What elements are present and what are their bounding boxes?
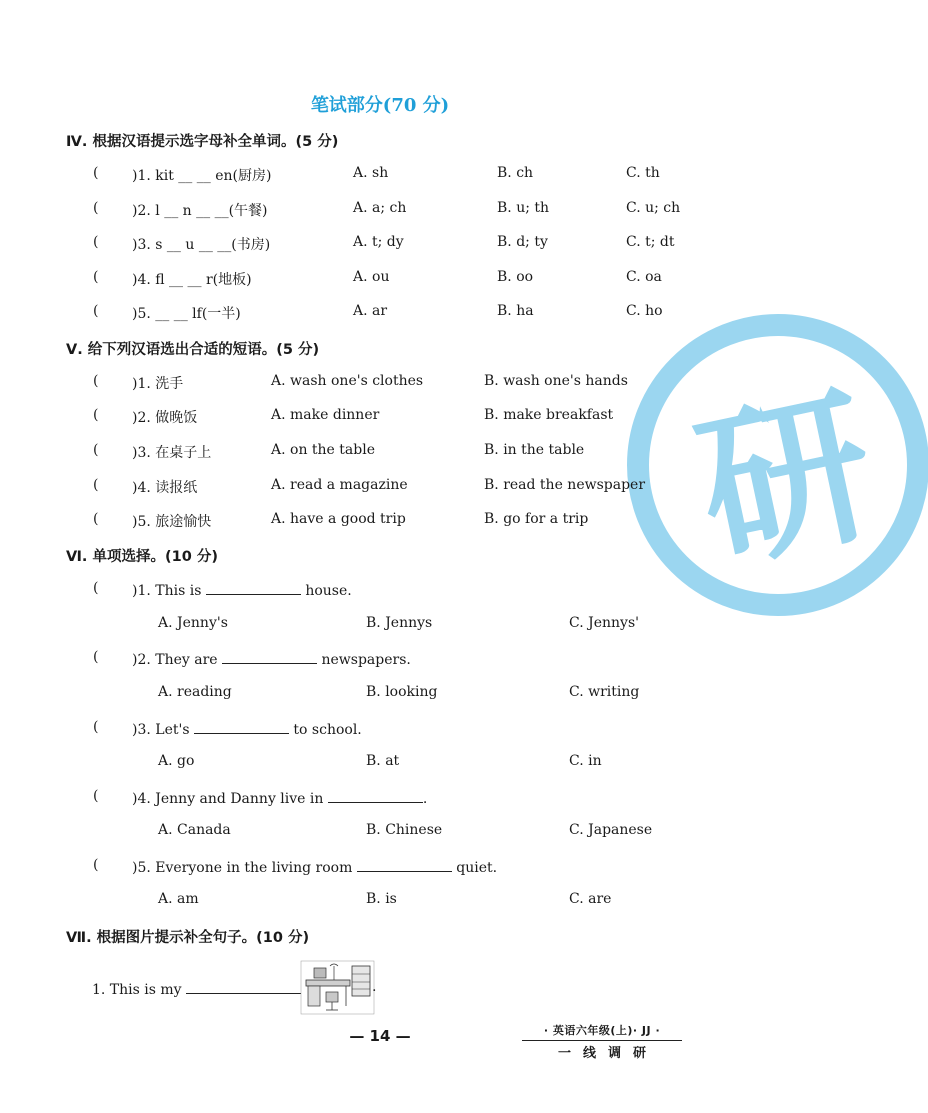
question-text: )5. __ __ lf(一半) xyxy=(132,306,241,322)
option-a: A. a; ch xyxy=(353,200,407,216)
option-c: C. Jennys' xyxy=(569,615,639,631)
answer-blank[interactable] xyxy=(186,979,311,994)
option-a: A. read a magazine xyxy=(271,477,408,493)
option-b: B. at xyxy=(366,753,400,769)
answer-paren[interactable]: ( xyxy=(93,303,99,319)
question-text: )3. 在桌子上 xyxy=(132,445,212,461)
option-b: B. Jennys xyxy=(366,615,433,631)
option-a: A. ar xyxy=(353,303,388,319)
option-c: C. writing xyxy=(569,684,640,700)
answer-blank[interactable] xyxy=(194,719,289,734)
question-post: quiet. xyxy=(456,860,498,876)
question-text: )2. l __ n __ __(午餐) xyxy=(132,203,268,219)
answer-paren[interactable]: ( xyxy=(93,719,99,735)
section-7-heading: Ⅶ. 根据图片提示补全句子。(10 分) xyxy=(66,930,310,946)
option-c: C. are xyxy=(569,891,612,907)
answer-paren[interactable]: ( xyxy=(93,165,99,181)
question-pre: )2. They are xyxy=(132,652,218,668)
series-name: 一线调研 xyxy=(557,1046,658,1061)
option-a: A. reading xyxy=(158,684,232,700)
option-a: A. Jenny's xyxy=(158,615,228,631)
question-text xyxy=(132,649,411,668)
option-a: A. on the table xyxy=(271,442,375,458)
option-b: B. is xyxy=(366,891,397,907)
option-a: A. make dinner xyxy=(271,407,380,423)
option-c: C. ho xyxy=(626,303,663,319)
page-number: — 14 — xyxy=(349,1027,411,1045)
answer-blank[interactable] xyxy=(206,580,301,595)
option-a: A. wash one's clothes xyxy=(271,373,424,389)
question-text: )4. 读报纸 xyxy=(132,480,198,496)
option-b: B. ch xyxy=(497,165,534,181)
question-post: newspapers. xyxy=(321,652,411,668)
answer-paren[interactable]: ( xyxy=(93,373,99,389)
option-a: A. t; dy xyxy=(353,234,404,250)
option-b: B. read the newspaper xyxy=(484,477,646,493)
answer-paren[interactable]: ( xyxy=(93,477,99,493)
option-a: A. am xyxy=(158,891,199,907)
study-room-picture xyxy=(300,960,375,1015)
question-post: . xyxy=(422,791,428,807)
option-b: B. in the table xyxy=(484,442,585,458)
stamp-watermark xyxy=(628,305,928,635)
option-b: B. wash one's hands xyxy=(484,373,628,389)
option-b: B. looking xyxy=(366,684,438,700)
question-pre: )4. Jenny and Danny live in xyxy=(132,791,324,807)
option-b: B. ha xyxy=(497,303,534,319)
question-pre: )1. This is xyxy=(132,583,202,599)
question-text: )5. 旅途愉快 xyxy=(132,514,212,530)
answer-paren[interactable]: ( xyxy=(93,200,99,216)
answer-paren[interactable]: ( xyxy=(93,234,99,250)
option-c: C. in xyxy=(569,753,602,769)
option-c: C. u; ch xyxy=(626,200,681,216)
stamp-char: 研 xyxy=(682,366,891,596)
book-title: · 英语六年级(上)· JJ · xyxy=(543,1024,661,1037)
option-b: B. u; th xyxy=(497,200,550,216)
answer-paren[interactable]: ( xyxy=(93,580,99,596)
answer-blank[interactable] xyxy=(357,857,452,872)
option-b: B. d; ty xyxy=(497,234,548,250)
question-text: )2. 做晚饭 xyxy=(132,410,198,426)
answer-paren[interactable]: ( xyxy=(93,269,99,285)
question-text: )1. kit __ __ en(厨房) xyxy=(132,168,272,184)
answer-paren[interactable]: ( xyxy=(93,649,99,665)
page-title: 笔试部分(70 分) xyxy=(310,95,450,116)
section-7-question-1 xyxy=(92,979,311,998)
answer-paren[interactable]: ( xyxy=(93,857,99,873)
question-text: )3. s __ u __ __(书房) xyxy=(132,237,271,253)
section-5-heading: Ⅴ. 给下列汉语选出合适的短语。(5 分) xyxy=(66,342,320,358)
question-post: house. xyxy=(305,583,352,599)
answer-paren[interactable]: ( xyxy=(93,511,99,527)
option-c: C. t; dt xyxy=(626,234,675,250)
question-pre: )3. Let's xyxy=(132,722,190,738)
footer-divider xyxy=(522,1040,682,1041)
answer-blank[interactable] xyxy=(328,788,423,803)
question-text: )1. 洗手 xyxy=(132,376,184,392)
option-b: B. Chinese xyxy=(366,822,443,838)
question-pre: 1. This is my xyxy=(92,982,182,998)
option-c: C. th xyxy=(626,165,660,181)
option-a: A. ou xyxy=(353,269,390,285)
option-b: B. make breakfast xyxy=(484,407,614,423)
question-text xyxy=(132,857,497,876)
footer-book-info xyxy=(522,1022,682,1061)
option-c: C. oa xyxy=(626,269,662,285)
option-a: A. go xyxy=(158,753,195,769)
answer-paren[interactable]: ( xyxy=(93,407,99,423)
option-b: B. oo xyxy=(497,269,534,285)
section-6-heading: Ⅵ. 单项选择。(10 分) xyxy=(66,549,218,565)
question-text xyxy=(132,719,362,738)
option-c: C. Japanese xyxy=(569,822,653,838)
section-4-heading: Ⅳ. 根据汉语提示选字母补全单词。(5 分) xyxy=(66,134,339,150)
answer-paren[interactable]: ( xyxy=(93,442,99,458)
question-text: )4. fl __ __ r(地板) xyxy=(132,272,252,288)
option-a: A. Canada xyxy=(158,822,231,838)
answer-paren[interactable]: ( xyxy=(93,788,99,804)
question-post: to school. xyxy=(293,722,362,738)
option-a: A. have a good trip xyxy=(271,511,406,527)
question-text xyxy=(132,580,352,599)
option-a: A. sh xyxy=(353,165,389,181)
question-pre: )5. Everyone in the living room xyxy=(132,860,353,876)
answer-blank[interactable] xyxy=(222,649,317,664)
question-text xyxy=(132,788,427,807)
option-b: B. go for a trip xyxy=(484,511,589,527)
question-post: . xyxy=(372,979,377,995)
